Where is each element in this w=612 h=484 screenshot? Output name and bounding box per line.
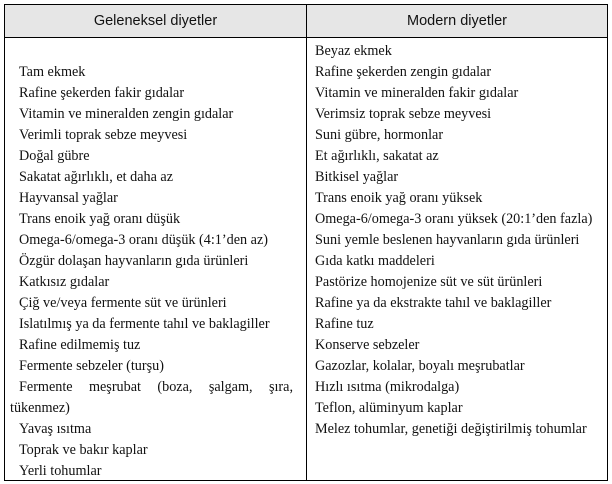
comparison-table: [4, 4, 608, 481]
list-item: Sakatat ağırlıklı, et daha az: [19, 169, 174, 185]
list-item: Vitamin ve mineralden fakir gıdalar: [315, 85, 519, 101]
list-item: Vitamin ve mineralden zengin gıdalar: [19, 106, 234, 122]
list-item: Yavaş ısıtma: [19, 421, 92, 437]
list-item: Omega-6/omega-3 oranı düşük (4:1’den az): [19, 232, 268, 248]
list-item: Yerli tohumlar: [19, 463, 102, 479]
list-item: Beyaz ekmek: [315, 43, 392, 59]
list-item: Rafine şekerden zengin gıdalar: [315, 64, 492, 80]
column-divider: [306, 5, 307, 480]
list-item: Et ağırlıklı, sakatat az: [315, 148, 439, 164]
traditional-diets-list: [10, 62, 293, 482]
list-item: Rafine edilmemiş tuz: [19, 337, 141, 353]
list-item: Pastörize homojenize süt ve süt ürünleri: [315, 274, 543, 290]
list-item: Rafine tuz: [315, 316, 374, 332]
list-item: Melez tohumlar, genetiği değiştirilmiş tohumlar: [315, 421, 587, 437]
header-modern-diets: Modern diyetler: [407, 13, 507, 29]
list-item: Suni gübre, hormonlar: [315, 127, 444, 143]
list-item: Trans enoik yağ oranı yüksek: [315, 190, 483, 206]
modern-diets-list: [315, 41, 601, 440]
list-item: Fermente sebzeler (turşu): [19, 358, 164, 374]
list-item: Islatılmış ya da fermente tahıl ve baklagiller: [19, 316, 270, 332]
list-item: Doğal gübre: [19, 148, 90, 164]
list-item: Fermente meşrubat (boza, şalgam, şıra, tükenmez): [10, 379, 293, 416]
list-item: Teflon, alüminyum kaplar: [315, 400, 463, 416]
header-traditional-diets: Geleneksel diyetler: [93, 13, 218, 29]
list-item: Gıda katkı maddeleri: [315, 253, 435, 269]
list-item: Omega-6/omega-3 oranı yüksek (20:1’den fazla): [315, 211, 593, 227]
list-item: Suni yemle beslenen hayvanların gıda ürünleri: [315, 232, 580, 248]
list-item: Rafine ya da ekstrakte tahıl ve baklagiller: [315, 295, 552, 311]
list-item: Verimli toprak sebze meyvesi: [19, 127, 188, 143]
list-item: Hayvansal yağlar: [19, 190, 118, 206]
list-item: Trans enoik yağ oranı düşük: [19, 211, 181, 227]
list-item: Konserve sebzeler: [315, 337, 420, 353]
list-item: Rafine şekerden fakir gıdalar: [19, 85, 185, 101]
list-item: Verimsiz toprak sebze meyvesi: [315, 106, 492, 122]
list-item: Hızlı ısıtma (mikrodalga): [315, 379, 460, 395]
list-item: Toprak ve bakır kaplar: [19, 442, 148, 458]
list-item: Çiğ ve/veya fermente süt ve ürünleri: [19, 295, 227, 311]
list-item: Özgür dolaşan hayvanların gıda ürünleri: [19, 253, 249, 269]
list-item: Bitkisel yağlar: [315, 169, 399, 185]
list-item: Katkısız gıdalar: [19, 274, 110, 290]
list-item: Gazozlar, kolalar, boyalı meşrubatlar: [315, 358, 525, 374]
list-item: Tam ekmek: [19, 64, 86, 80]
